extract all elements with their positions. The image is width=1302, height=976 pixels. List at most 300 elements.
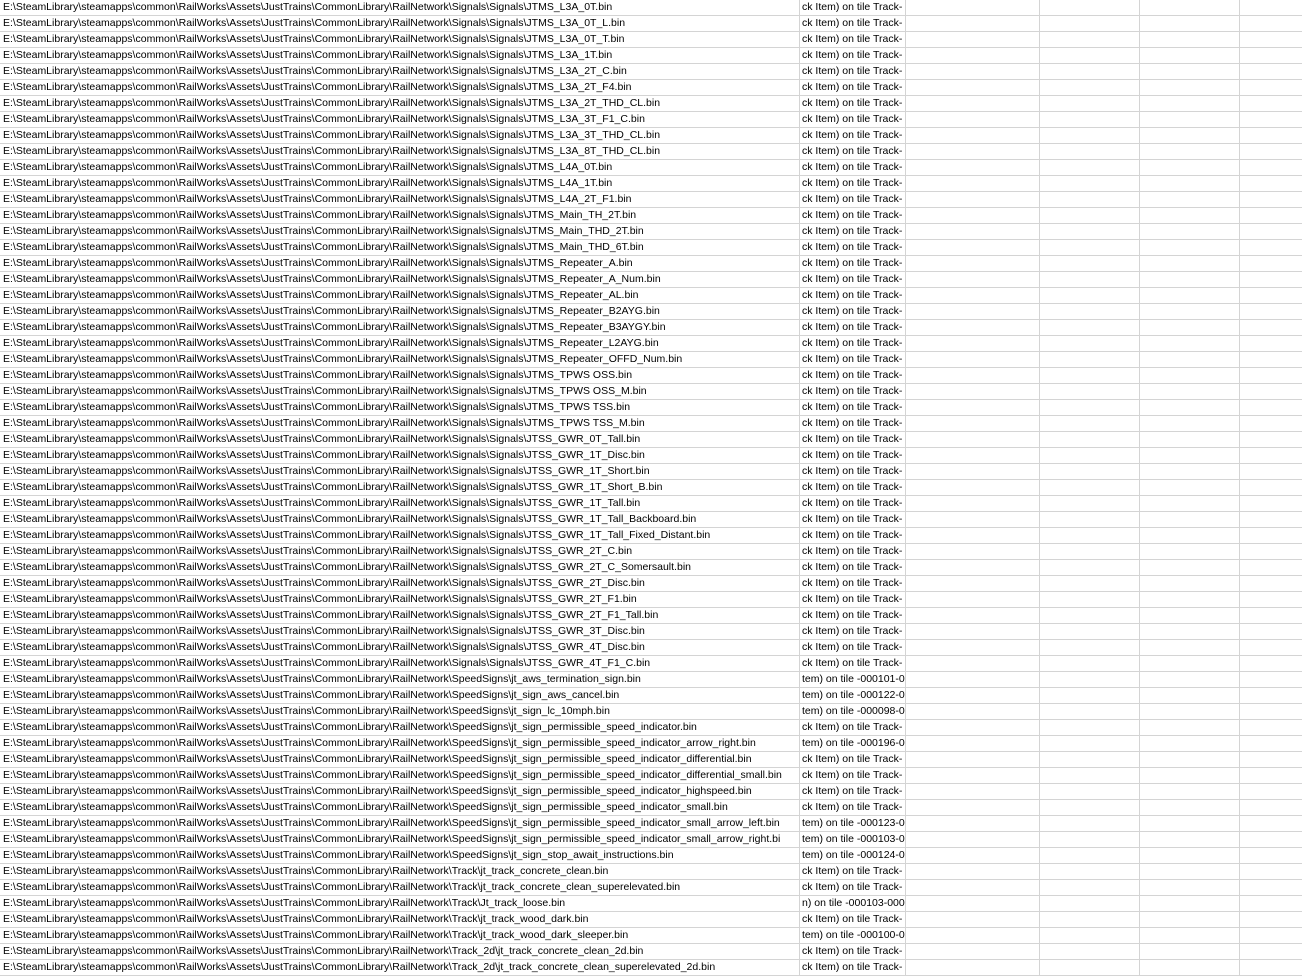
cell-empty[interactable] xyxy=(1240,672,1302,687)
cell-path[interactable]: E:\SteamLibrary\steamapps\common\RailWorks\Assets\JustTrains\CommonLibrary\RailNetwork\Track_2d\jt_track_concrete_clean_superelevated_2d.bin xyxy=(0,960,800,975)
cell-path[interactable]: E:\SteamLibrary\steamapps\common\RailWorks\Assets\JustTrains\CommonLibrary\RailNetwork\SpeedSigns\jt_sign_stop_await_instructions.bin xyxy=(0,848,800,863)
cell-empty[interactable] xyxy=(906,208,1040,223)
cell-empty[interactable] xyxy=(1040,960,1140,975)
cell-empty[interactable] xyxy=(1040,368,1140,383)
cell-empty[interactable] xyxy=(1140,768,1240,783)
cell-path[interactable]: E:\SteamLibrary\steamapps\common\RailWorks\Assets\JustTrains\CommonLibrary\RailNetwork\Track_2d\jt_track_concrete_clean_2d.bin xyxy=(0,944,800,959)
cell-empty[interactable] xyxy=(1240,752,1302,767)
cell-empty[interactable] xyxy=(1140,416,1240,431)
cell-path[interactable]: E:\SteamLibrary\steamapps\common\RailWorks\Assets\JustTrains\CommonLibrary\RailNetwork\Signals\Signals\JTMS_TPWS OSS.bin xyxy=(0,368,800,383)
cell-path[interactable]: E:\SteamLibrary\steamapps\common\RailWorks\Assets\JustTrains\CommonLibrary\RailNetwork\Signals\Signals\JTSS_GWR_1T_Disc.bin xyxy=(0,448,800,463)
cell-empty[interactable] xyxy=(1040,624,1140,639)
cell-path[interactable]: E:\SteamLibrary\steamapps\common\RailWorks\Assets\JustTrains\CommonLibrary\RailNetwork\Signals\Signals\JTMS_Repeater_L2AYG.bin xyxy=(0,336,800,351)
cell-empty[interactable] xyxy=(1140,96,1240,111)
cell-empty[interactable] xyxy=(1140,880,1240,895)
cell-empty[interactable] xyxy=(1240,864,1302,879)
cell-empty[interactable] xyxy=(1040,432,1140,447)
cell-empty[interactable] xyxy=(906,624,1040,639)
cell-info[interactable]: ck Item) on tile Track- xyxy=(800,208,906,223)
cell-empty[interactable] xyxy=(1040,864,1140,879)
cell-empty[interactable] xyxy=(1040,224,1140,239)
cell-path[interactable]: E:\SteamLibrary\steamapps\common\RailWorks\Assets\JustTrains\CommonLibrary\RailNetwork\SpeedSigns\jt_sign_permissible_speed_indicator_differential.bin xyxy=(0,752,800,767)
cell-empty[interactable] xyxy=(1240,80,1302,95)
cell-empty[interactable] xyxy=(906,160,1040,175)
cell-empty[interactable] xyxy=(1140,672,1240,687)
cell-empty[interactable] xyxy=(1240,48,1302,63)
cell-path[interactable]: E:\SteamLibrary\steamapps\common\RailWorks\Assets\JustTrains\CommonLibrary\RailNetwork\Signals\Signals\JTSS_GWR_0T_Tall.bin xyxy=(0,432,800,447)
cell-empty[interactable] xyxy=(1240,368,1302,383)
cell-empty[interactable] xyxy=(906,368,1040,383)
cell-info[interactable]: ck Item) on tile Track- xyxy=(800,288,906,303)
cell-empty[interactable] xyxy=(1040,352,1140,367)
cell-empty[interactable] xyxy=(1240,288,1302,303)
cell-empty[interactable] xyxy=(1240,576,1302,591)
cell-info[interactable]: ck Item) on tile Track- xyxy=(800,496,906,511)
cell-empty[interactable] xyxy=(1040,944,1140,959)
cell-empty[interactable] xyxy=(1140,336,1240,351)
cell-empty[interactable] xyxy=(1140,832,1240,847)
cell-empty[interactable] xyxy=(1240,240,1302,255)
cell-path[interactable]: E:\SteamLibrary\steamapps\common\RailWorks\Assets\JustTrains\CommonLibrary\RailNetwork\Signals\Signals\JTSS_GWR_3T_Disc.bin xyxy=(0,624,800,639)
cell-empty[interactable] xyxy=(1140,512,1240,527)
cell-empty[interactable] xyxy=(1040,400,1140,415)
cell-empty[interactable] xyxy=(1140,480,1240,495)
cell-empty[interactable] xyxy=(1040,304,1140,319)
cell-empty[interactable] xyxy=(906,496,1040,511)
cell-empty[interactable] xyxy=(1040,384,1140,399)
cell-path[interactable]: E:\SteamLibrary\steamapps\common\RailWorks\Assets\JustTrains\CommonLibrary\RailNetwork\Signals\Signals\JTMS_TPWS TSS_M.bin xyxy=(0,416,800,431)
cell-path[interactable]: E:\SteamLibrary\steamapps\common\RailWorks\Assets\JustTrains\CommonLibrary\RailNetwork\Signals\Signals\JTMS_Repeater_B3AYGY.bin xyxy=(0,320,800,335)
cell-empty[interactable] xyxy=(1140,928,1240,943)
cell-empty[interactable] xyxy=(1240,624,1302,639)
cell-empty[interactable] xyxy=(906,576,1040,591)
cell-info[interactable]: ck Item) on tile Track- xyxy=(800,32,906,47)
cell-empty[interactable] xyxy=(1040,576,1140,591)
cell-empty[interactable] xyxy=(1240,960,1302,975)
cell-empty[interactable] xyxy=(906,912,1040,927)
cell-path[interactable]: E:\SteamLibrary\steamapps\common\RailWorks\Assets\JustTrains\CommonLibrary\RailNetwork\Track\jt_track_concrete_clean.bin xyxy=(0,864,800,879)
cell-empty[interactable] xyxy=(1240,592,1302,607)
cell-path[interactable]: E:\SteamLibrary\steamapps\common\RailWorks\Assets\JustTrains\CommonLibrary\RailNetwork\Signals\Signals\JTMS_L4A_1T.bin xyxy=(0,176,800,191)
cell-path[interactable]: E:\SteamLibrary\steamapps\common\RailWorks\Assets\JustTrains\CommonLibrary\RailNetwork\Signals\Signals\JTSS_GWR_2T_F1_Tall.bin xyxy=(0,608,800,623)
cell-empty[interactable] xyxy=(1040,640,1140,655)
cell-info[interactable]: ck Item) on tile Track- xyxy=(800,512,906,527)
cell-empty[interactable] xyxy=(1240,208,1302,223)
cell-empty[interactable] xyxy=(1240,256,1302,271)
cell-empty[interactable] xyxy=(1040,896,1140,911)
cell-info[interactable]: tem) on tile -000124-0 xyxy=(802,849,905,861)
cell-empty[interactable] xyxy=(1040,800,1140,815)
cell-empty[interactable] xyxy=(906,272,1040,287)
cell-empty[interactable] xyxy=(1240,720,1302,735)
cell-empty[interactable] xyxy=(1140,464,1240,479)
cell-empty[interactable] xyxy=(1040,880,1140,895)
cell-empty[interactable] xyxy=(906,640,1040,655)
cell-empty[interactable] xyxy=(1140,224,1240,239)
cell-empty[interactable] xyxy=(1140,656,1240,671)
cell-empty[interactable] xyxy=(1040,672,1140,687)
cell-empty[interactable] xyxy=(906,800,1040,815)
cell-info[interactable]: ck Item) on tile Track- xyxy=(800,544,906,559)
cell-path[interactable]: E:\SteamLibrary\steamapps\common\RailWorks\Assets\JustTrains\CommonLibrary\RailNetwork\Signals\Signals\JTMS_L4A_2T_F1.bin xyxy=(0,192,800,207)
cell-empty[interactable] xyxy=(1140,16,1240,31)
cell-path[interactable]: E:\SteamLibrary\steamapps\common\RailWorks\Assets\JustTrains\CommonLibrary\RailNetwork\Signals\Signals\JTMS_L3A_0T_L.bin xyxy=(0,16,800,31)
cell-empty[interactable] xyxy=(1040,64,1140,79)
cell-empty[interactable] xyxy=(1140,160,1240,175)
cell-empty[interactable] xyxy=(906,16,1040,31)
cell-empty[interactable] xyxy=(906,400,1040,415)
cell-path[interactable]: E:\SteamLibrary\steamapps\common\RailWorks\Assets\JustTrains\CommonLibrary\RailNetwork\Signals\Signals\JTMS_Repeater_AL.bin xyxy=(0,288,800,303)
cell-empty[interactable] xyxy=(1140,688,1240,703)
cell-empty[interactable] xyxy=(906,848,1040,863)
cell-empty[interactable] xyxy=(1040,272,1140,287)
cell-empty[interactable] xyxy=(1240,816,1302,831)
cell-info[interactable]: ck Item) on tile Track- xyxy=(800,256,906,271)
cell-empty[interactable] xyxy=(1140,0,1240,15)
cell-info[interactable]: ck Item) on tile Track- xyxy=(800,304,906,319)
cell-empty[interactable] xyxy=(1140,576,1240,591)
cell-info[interactable]: tem) on tile -000196-0 xyxy=(802,737,905,749)
cell-empty[interactable] xyxy=(906,448,1040,463)
cell-empty[interactable] xyxy=(906,752,1040,767)
cell-info[interactable]: ck Item) on tile Track- xyxy=(800,432,906,447)
cell-empty[interactable] xyxy=(906,352,1040,367)
cell-empty[interactable] xyxy=(1240,848,1302,863)
cell-path[interactable]: E:\SteamLibrary\steamapps\common\RailWorks\Assets\JustTrains\CommonLibrary\RailNetwork\Signals\Signals\JTMS_Repeater_B2AYG.bin xyxy=(0,304,800,319)
cell-empty[interactable] xyxy=(906,336,1040,351)
cell-empty[interactable] xyxy=(1240,560,1302,575)
cell-path[interactable]: E:\SteamLibrary\steamapps\common\RailWorks\Assets\JustTrains\CommonLibrary\RailNetwork\Signals\Signals\JTMS_L3A_3T_F1_C.bin xyxy=(0,112,800,127)
cell-info[interactable]: ck Item) on tile Track- xyxy=(800,624,906,639)
cell-empty[interactable] xyxy=(906,128,1040,143)
cell-empty[interactable] xyxy=(1140,816,1240,831)
cell-info[interactable]: ck Item) on tile Track- xyxy=(800,384,906,399)
cell-info[interactable]: ck Item) on tile Track- xyxy=(800,960,906,975)
cell-path[interactable]: E:\SteamLibrary\steamapps\common\RailWorks\Assets\JustTrains\CommonLibrary\RailNetwork\SpeedSigns\jt_sign_permissible_speed_indicator_differential_small.bin xyxy=(0,768,800,783)
cell-empty[interactable] xyxy=(1140,288,1240,303)
cell-empty[interactable] xyxy=(1140,736,1240,751)
cell-empty[interactable] xyxy=(1040,336,1140,351)
cell-empty[interactable] xyxy=(1140,384,1240,399)
cell-empty[interactable] xyxy=(906,288,1040,303)
cell-path[interactable]: E:\SteamLibrary\steamapps\common\RailWorks\Assets\JustTrains\CommonLibrary\RailNetwork\Signals\Signals\JTMS_TPWS OSS_M.bin xyxy=(0,384,800,399)
cell-empty[interactable] xyxy=(906,720,1040,735)
cell-empty[interactable] xyxy=(906,816,1040,831)
cell-empty[interactable] xyxy=(906,192,1040,207)
cell-path[interactable]: E:\SteamLibrary\steamapps\common\RailWorks\Assets\JustTrains\CommonLibrary\RailNetwork\Signals\Signals\JTMS_Repeater_OFFD_Num.bin xyxy=(0,352,800,367)
cell-info[interactable]: tem) on tile -000103-0 xyxy=(802,833,905,845)
cell-empty[interactable] xyxy=(1040,448,1140,463)
cell-info[interactable]: ck Item) on tile Track- xyxy=(800,864,906,879)
cell-empty[interactable] xyxy=(1040,928,1140,943)
cell-empty[interactable] xyxy=(906,560,1040,575)
cell-empty[interactable] xyxy=(1040,592,1140,607)
cell-empty[interactable] xyxy=(1040,0,1140,15)
cell-empty[interactable] xyxy=(1040,176,1140,191)
cell-empty[interactable] xyxy=(1240,224,1302,239)
cell-path[interactable]: E:\SteamLibrary\steamapps\common\RailWorks\Assets\JustTrains\CommonLibrary\RailNetwork\SpeedSigns\jt_sign_permissible_speed_indicator_arrow_right.bin xyxy=(0,736,800,751)
cell-empty[interactable] xyxy=(1140,432,1240,447)
cell-path[interactable]: E:\SteamLibrary\steamapps\common\RailWorks\Assets\JustTrains\CommonLibrary\RailNetwork\Signals\Signals\JTMS_Repeater_A.bin xyxy=(0,256,800,271)
cell-empty[interactable] xyxy=(1140,864,1240,879)
cell-empty[interactable] xyxy=(1240,144,1302,159)
cell-empty[interactable] xyxy=(1240,528,1302,543)
cell-empty[interactable] xyxy=(906,864,1040,879)
cell-empty[interactable] xyxy=(1140,208,1240,223)
cell-path[interactable]: E:\SteamLibrary\steamapps\common\RailWorks\Assets\JustTrains\CommonLibrary\RailNetwork\SpeedSigns\jt_sign_permissible_speed_indicator_highspeed.bin xyxy=(0,784,800,799)
cell-empty[interactable] xyxy=(1240,464,1302,479)
cell-info[interactable]: tem) on tile -000122-0 xyxy=(802,689,905,701)
cell-info[interactable]: ck Item) on tile Track- xyxy=(800,96,906,111)
cell-info[interactable]: ck Item) on tile Track- xyxy=(800,128,906,143)
cell-path[interactable]: E:\SteamLibrary\steamapps\common\RailWorks\Assets\JustTrains\CommonLibrary\RailNetwork\Signals\Signals\JTMS_L3A_2T_THD_CL.bin xyxy=(0,96,800,111)
cell-empty[interactable] xyxy=(1040,544,1140,559)
cell-info[interactable]: ck Item) on tile Track- xyxy=(800,112,906,127)
cell-info[interactable]: ck Item) on tile Track- xyxy=(800,272,906,287)
cell-empty[interactable] xyxy=(1040,656,1140,671)
cell-empty[interactable] xyxy=(1140,128,1240,143)
cell-empty[interactable] xyxy=(1240,496,1302,511)
cell-empty[interactable] xyxy=(1240,320,1302,335)
cell-path[interactable]: E:\SteamLibrary\steamapps\common\RailWorks\Assets\JustTrains\CommonLibrary\RailNetwork\SpeedSigns\jt_sign_aws_cancel.bin xyxy=(0,688,800,703)
cell-info[interactable]: ck Item) on tile Track- xyxy=(800,224,906,239)
cell-empty[interactable] xyxy=(1140,544,1240,559)
cell-info[interactable]: ck Item) on tile Track- xyxy=(800,448,906,463)
cell-info[interactable]: ck Item) on tile Track- xyxy=(800,176,906,191)
cell-empty[interactable] xyxy=(906,960,1040,975)
cell-empty[interactable] xyxy=(906,880,1040,895)
cell-empty[interactable] xyxy=(1240,352,1302,367)
cell-empty[interactable] xyxy=(1040,416,1140,431)
cell-empty[interactable] xyxy=(1140,368,1240,383)
cell-empty[interactable] xyxy=(1240,16,1302,31)
cell-empty[interactable] xyxy=(1140,64,1240,79)
cell-empty[interactable] xyxy=(906,48,1040,63)
cell-path[interactable]: E:\SteamLibrary\steamapps\common\RailWorks\Assets\JustTrains\CommonLibrary\RailNetwork\SpeedSigns\jt_aws_termination_sign.bin xyxy=(0,672,800,687)
cell-empty[interactable] xyxy=(906,416,1040,431)
cell-empty[interactable] xyxy=(1040,816,1140,831)
cell-empty[interactable] xyxy=(1240,480,1302,495)
cell-info[interactable]: ck Item) on tile Track- xyxy=(800,192,906,207)
cell-info[interactable]: tem) on tile -000123-0 xyxy=(802,817,905,829)
cell-empty[interactable] xyxy=(1040,256,1140,271)
cell-path[interactable]: E:\SteamLibrary\steamapps\common\RailWorks\Assets\JustTrains\CommonLibrary\RailNetwork\SpeedSigns\jt_sign_permissible_speed_indicator_small_arrow_right.bi xyxy=(0,832,800,847)
cell-empty[interactable] xyxy=(1140,176,1240,191)
cell-empty[interactable] xyxy=(1040,128,1140,143)
cell-path[interactable]: E:\SteamLibrary\steamapps\common\RailWorks\Assets\JustTrains\CommonLibrary\RailNetwork\Signals\Signals\JTMS_Main_THD_6T.bin xyxy=(0,240,800,255)
cell-empty[interactable] xyxy=(1240,944,1302,959)
cell-empty[interactable] xyxy=(906,656,1040,671)
cell-empty[interactable] xyxy=(1140,256,1240,271)
cell-empty[interactable] xyxy=(906,0,1040,15)
cell-info[interactable]: ck Item) on tile Track- xyxy=(800,880,906,895)
cell-empty[interactable] xyxy=(1040,240,1140,255)
cell-empty[interactable] xyxy=(1140,704,1240,719)
cell-empty[interactable] xyxy=(1140,560,1240,575)
cell-empty[interactable] xyxy=(1240,768,1302,783)
cell-empty[interactable] xyxy=(1140,304,1240,319)
cell-empty[interactable] xyxy=(1040,80,1140,95)
cell-info[interactable]: ck Item) on tile Track- xyxy=(800,240,906,255)
cell-path[interactable]: E:\SteamLibrary\steamapps\common\RailWorks\Assets\JustTrains\CommonLibrary\RailNetwork\Signals\Signals\JTMS_L3A_2T_F4.bin xyxy=(0,80,800,95)
cell-info[interactable]: ck Item) on tile Track- xyxy=(800,720,906,735)
cell-path[interactable]: E:\SteamLibrary\steamapps\common\RailWorks\Assets\JustTrains\CommonLibrary\RailNetwork\SpeedSigns\jt_sign_permissible_speed_indicator_small_arrow_left.bin xyxy=(0,816,800,831)
cell-empty[interactable] xyxy=(1240,736,1302,751)
cell-empty[interactable] xyxy=(906,704,1040,719)
cell-empty[interactable] xyxy=(1240,192,1302,207)
cell-info[interactable]: ck Item) on tile Track- xyxy=(800,0,906,15)
cell-info[interactable]: ck Item) on tile Track- xyxy=(800,416,906,431)
cell-empty[interactable] xyxy=(1140,144,1240,159)
cell-empty[interactable] xyxy=(1240,112,1302,127)
cell-empty[interactable] xyxy=(1040,784,1140,799)
cell-empty[interactable] xyxy=(906,688,1040,703)
cell-empty[interactable] xyxy=(1040,112,1140,127)
cell-empty[interactable] xyxy=(1240,640,1302,655)
cell-empty[interactable] xyxy=(1240,272,1302,287)
cell-path[interactable]: E:\SteamLibrary\steamapps\common\RailWorks\Assets\JustTrains\CommonLibrary\RailNetwork\Signals\Signals\JTSS_GWR_4T_F1_C.bin xyxy=(0,656,800,671)
cell-empty[interactable] xyxy=(1040,480,1140,495)
cell-info[interactable]: n) on tile -000103-000 xyxy=(802,897,905,909)
cell-empty[interactable] xyxy=(1240,544,1302,559)
cell-path[interactable]: E:\SteamLibrary\steamapps\common\RailWorks\Assets\JustTrains\CommonLibrary\RailNetwork\SpeedSigns\jt_sign_lc_10mph.bin xyxy=(0,704,800,719)
cell-path[interactable]: E:\SteamLibrary\steamapps\common\RailWorks\Assets\JustTrains\CommonLibrary\RailNetwork\Signals\Signals\JTMS_L3A_1T.bin xyxy=(0,48,800,63)
cell-empty[interactable] xyxy=(1140,752,1240,767)
cell-path[interactable]: E:\SteamLibrary\steamapps\common\RailWorks\Assets\JustTrains\CommonLibrary\RailNetwork\Signals\Signals\JTSS_GWR_2T_Disc.bin xyxy=(0,576,800,591)
cell-path[interactable]: E:\SteamLibrary\steamapps\common\RailWorks\Assets\JustTrains\CommonLibrary\RailNetwork\Signals\Signals\JTMS_TPWS TSS.bin xyxy=(0,400,800,415)
cell-empty[interactable] xyxy=(906,224,1040,239)
cell-empty[interactable] xyxy=(1240,176,1302,191)
cell-empty[interactable] xyxy=(906,64,1040,79)
cell-empty[interactable] xyxy=(1140,496,1240,511)
cell-path[interactable]: E:\SteamLibrary\steamapps\common\RailWorks\Assets\JustTrains\CommonLibrary\RailNetwork\SpeedSigns\jt_sign_permissible_speed_indicator_small.bin xyxy=(0,800,800,815)
cell-info[interactable]: ck Item) on tile Track- xyxy=(800,368,906,383)
cell-empty[interactable] xyxy=(906,464,1040,479)
cell-empty[interactable] xyxy=(1040,16,1140,31)
cell-empty[interactable] xyxy=(1140,448,1240,463)
cell-info[interactable]: ck Item) on tile Track- xyxy=(800,16,906,31)
cell-path[interactable]: E:\SteamLibrary\steamapps\common\RailWorks\Assets\JustTrains\CommonLibrary\RailNetwork\Signals\Signals\JTMS_L3A_8T_THD_CL.bin xyxy=(0,144,800,159)
cell-empty[interactable] xyxy=(1140,112,1240,127)
cell-empty[interactable] xyxy=(906,176,1040,191)
cell-empty[interactable] xyxy=(1240,304,1302,319)
cell-empty[interactable] xyxy=(906,736,1040,751)
cell-info[interactable]: ck Item) on tile Track- xyxy=(800,768,906,783)
cell-empty[interactable] xyxy=(1040,720,1140,735)
cell-info[interactable]: ck Item) on tile Track- xyxy=(800,144,906,159)
cell-empty[interactable] xyxy=(1140,192,1240,207)
cell-info[interactable]: ck Item) on tile Track- xyxy=(800,80,906,95)
cell-empty[interactable] xyxy=(1140,48,1240,63)
cell-info[interactable]: ck Item) on tile Track- xyxy=(800,656,906,671)
cell-empty[interactable] xyxy=(906,944,1040,959)
cell-path[interactable]: E:\SteamLibrary\steamapps\common\RailWorks\Assets\JustTrains\CommonLibrary\RailNetwork\Signals\Signals\JTSS_GWR_4T_Disc.bin xyxy=(0,640,800,655)
cell-empty[interactable] xyxy=(906,32,1040,47)
cell-empty[interactable] xyxy=(1140,320,1240,335)
cell-info[interactable]: ck Item) on tile Track- xyxy=(800,608,906,623)
cell-info[interactable]: ck Item) on tile Track- xyxy=(800,400,906,415)
cell-info[interactable]: ck Item) on tile Track- xyxy=(800,528,906,543)
cell-empty[interactable] xyxy=(906,240,1040,255)
cell-empty[interactable] xyxy=(1140,720,1240,735)
cell-empty[interactable] xyxy=(906,784,1040,799)
cell-empty[interactable] xyxy=(1240,128,1302,143)
cell-empty[interactable] xyxy=(1140,848,1240,863)
cell-empty[interactable] xyxy=(1140,400,1240,415)
cell-empty[interactable] xyxy=(1140,800,1240,815)
cell-path[interactable]: E:\SteamLibrary\steamapps\common\RailWorks\Assets\JustTrains\CommonLibrary\RailNetwork\Track\jt_track_wood_dark.bin xyxy=(0,912,800,927)
cell-empty[interactable] xyxy=(906,304,1040,319)
cell-empty[interactable] xyxy=(906,544,1040,559)
cell-empty[interactable] xyxy=(906,672,1040,687)
cell-path[interactable]: E:\SteamLibrary\steamapps\common\RailWorks\Assets\JustTrains\CommonLibrary\RailNetwork\Signals\Signals\JTSS_GWR_2T_F1.bin xyxy=(0,592,800,607)
cell-info[interactable]: ck Item) on tile Track- xyxy=(800,784,906,799)
cell-empty[interactable] xyxy=(1240,336,1302,351)
cell-empty[interactable] xyxy=(1040,688,1140,703)
cell-empty[interactable] xyxy=(906,768,1040,783)
cell-empty[interactable] xyxy=(1040,512,1140,527)
cell-info[interactable]: ck Item) on tile Track- xyxy=(800,320,906,335)
cell-empty[interactable] xyxy=(1240,384,1302,399)
cell-empty[interactable] xyxy=(1140,32,1240,47)
cell-empty[interactable] xyxy=(1040,320,1140,335)
cell-empty[interactable] xyxy=(1240,688,1302,703)
cell-empty[interactable] xyxy=(1140,944,1240,959)
cell-path[interactable]: E:\SteamLibrary\steamapps\common\RailWorks\Assets\JustTrains\CommonLibrary\RailNetwork\Track\jt_track_wood_dark_sleeper.bin xyxy=(0,928,800,943)
cell-empty[interactable] xyxy=(1040,288,1140,303)
cell-path[interactable]: E:\SteamLibrary\steamapps\common\RailWorks\Assets\JustTrains\CommonLibrary\RailNetwork\Signals\Signals\JTMS_L3A_0T.bin xyxy=(0,0,800,15)
cell-empty[interactable] xyxy=(906,592,1040,607)
cell-empty[interactable] xyxy=(1040,96,1140,111)
cell-empty[interactable] xyxy=(1240,400,1302,415)
cell-path[interactable]: E:\SteamLibrary\steamapps\common\RailWorks\Assets\JustTrains\CommonLibrary\RailNetwork\Signals\Signals\JTSS_GWR_1T_Short_B.bin xyxy=(0,480,800,495)
cell-empty[interactable] xyxy=(1240,608,1302,623)
cell-path[interactable]: E:\SteamLibrary\steamapps\common\RailWorks\Assets\JustTrains\CommonLibrary\RailNetwork\Track\jt_track_concrete_clean_superelevated.bin xyxy=(0,880,800,895)
cell-path[interactable]: E:\SteamLibrary\steamapps\common\RailWorks\Assets\JustTrains\CommonLibrary\RailNetwork\Signals\Signals\JTSS_GWR_1T_Short.bin xyxy=(0,464,800,479)
cell-empty[interactable] xyxy=(1240,896,1302,911)
cell-info[interactable]: ck Item) on tile Track- xyxy=(800,160,906,175)
cell-info[interactable]: tem) on tile -000101-0 xyxy=(802,673,905,685)
cell-path[interactable]: E:\SteamLibrary\steamapps\common\RailWorks\Assets\JustTrains\CommonLibrary\RailNetwork\Signals\Signals\JTSS_GWR_1T_Tall.bin xyxy=(0,496,800,511)
cell-empty[interactable] xyxy=(1040,48,1140,63)
cell-empty[interactable] xyxy=(1240,912,1302,927)
cell-empty[interactable] xyxy=(1140,784,1240,799)
cell-empty[interactable] xyxy=(1040,704,1140,719)
cell-path[interactable]: E:\SteamLibrary\steamapps\common\RailWorks\Assets\JustTrains\CommonLibrary\RailNetwork\SpeedSigns\jt_sign_permissible_speed_indicator.bin xyxy=(0,720,800,735)
cell-empty[interactable] xyxy=(906,608,1040,623)
cell-empty[interactable] xyxy=(1040,912,1140,927)
cell-empty[interactable] xyxy=(1040,832,1140,847)
cell-path[interactable]: E:\SteamLibrary\steamapps\common\RailWorks\Assets\JustTrains\CommonLibrary\RailNetwork\Track\Jt_track_loose.bin xyxy=(0,896,800,911)
cell-empty[interactable] xyxy=(1040,208,1140,223)
cell-empty[interactable] xyxy=(1240,432,1302,447)
cell-empty[interactable] xyxy=(1140,624,1240,639)
cell-path[interactable]: E:\SteamLibrary\steamapps\common\RailWorks\Assets\JustTrains\CommonLibrary\RailNetwork\Signals\Signals\JTMS_Main_TH_2T.bin xyxy=(0,208,800,223)
cell-empty[interactable] xyxy=(1140,608,1240,623)
cell-path[interactable]: E:\SteamLibrary\steamapps\common\RailWorks\Assets\JustTrains\CommonLibrary\RailNetwork\Signals\Signals\JTMS_L3A_2T_C.bin xyxy=(0,64,800,79)
cell-empty[interactable] xyxy=(906,832,1040,847)
cell-info[interactable]: ck Item) on tile Track- xyxy=(800,64,906,79)
cell-path[interactable]: E:\SteamLibrary\steamapps\common\RailWorks\Assets\JustTrains\CommonLibrary\RailNetwork\Signals\Signals\JTSS_GWR_1T_Tall_Fixed_Distant.bin xyxy=(0,528,800,543)
cell-path[interactable]: E:\SteamLibrary\steamapps\common\RailWorks\Assets\JustTrains\CommonLibrary\RailNetwork\Signals\Signals\JTMS_Repeater_A_Num.bin xyxy=(0,272,800,287)
cell-empty[interactable] xyxy=(1040,192,1140,207)
cell-empty[interactable] xyxy=(1240,800,1302,815)
cell-empty[interactable] xyxy=(906,432,1040,447)
cell-empty[interactable] xyxy=(1240,784,1302,799)
cell-empty[interactable] xyxy=(1140,80,1240,95)
cell-empty[interactable] xyxy=(906,512,1040,527)
cell-empty[interactable] xyxy=(906,112,1040,127)
